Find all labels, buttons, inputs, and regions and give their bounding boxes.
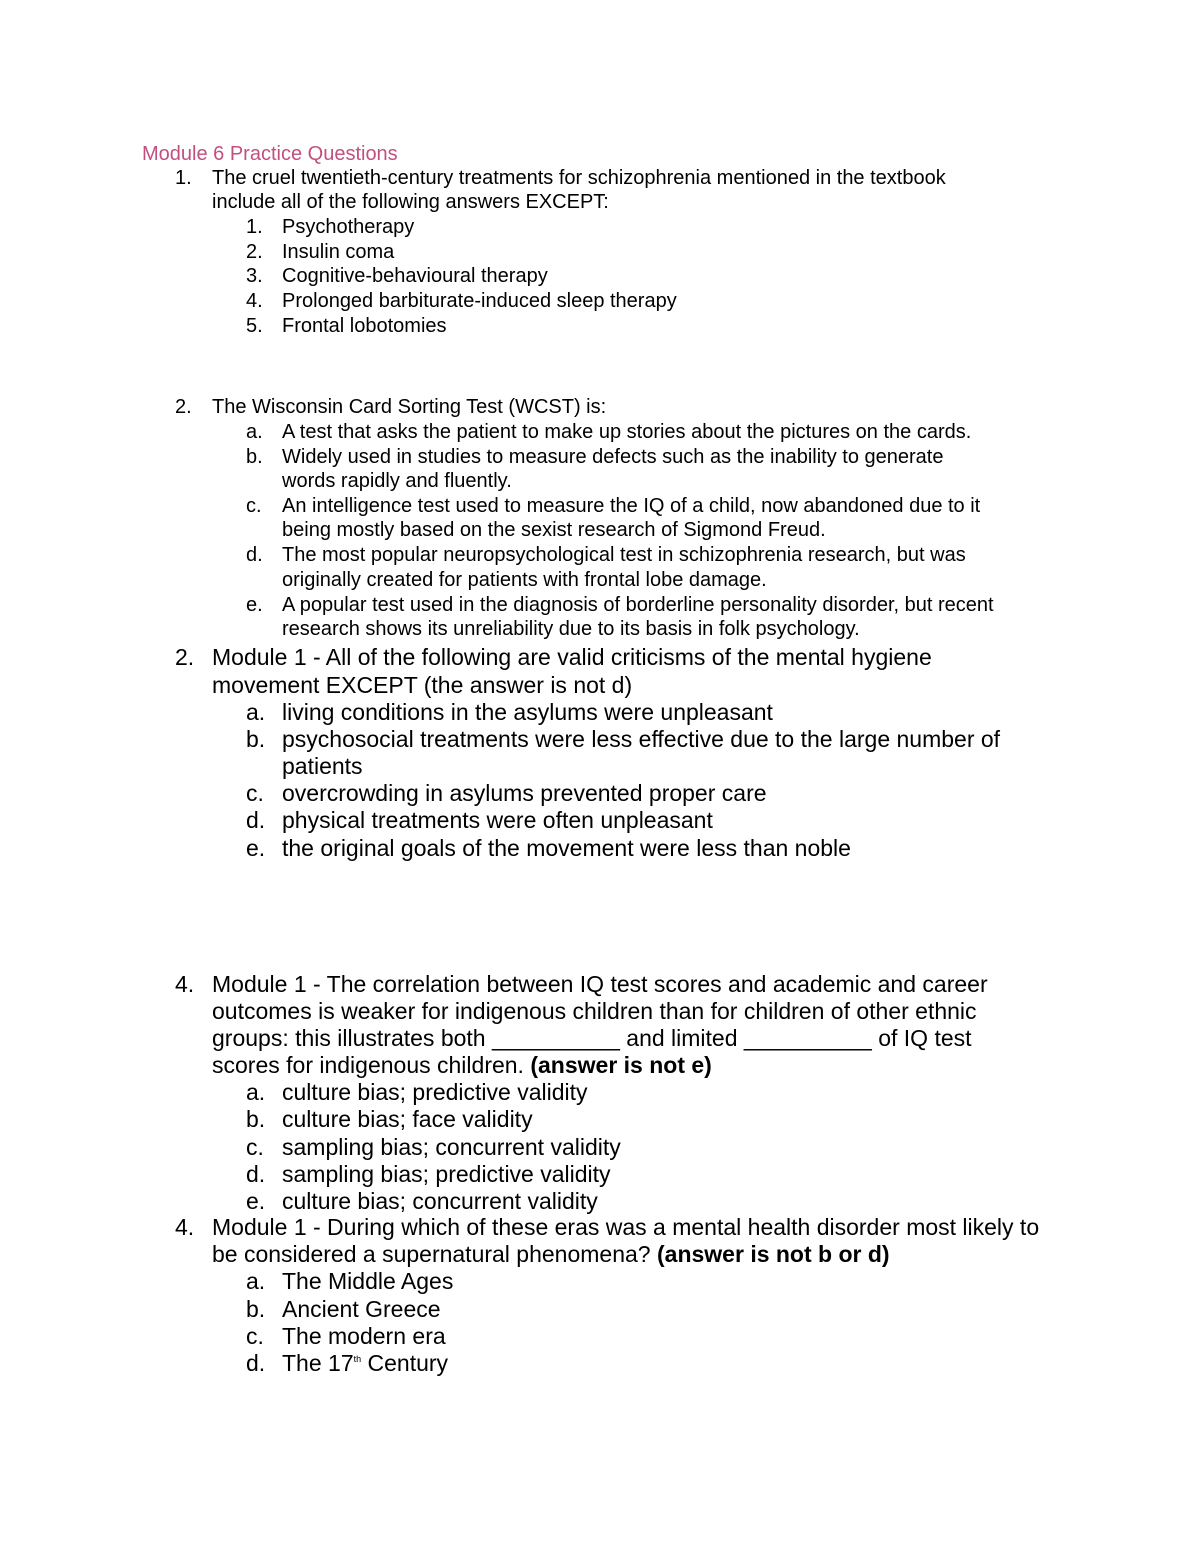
question-number: 4. [175, 1214, 195, 1240]
option-label: d. [246, 807, 266, 833]
option-label: c. [246, 495, 262, 517]
option-label: 2. [246, 241, 263, 263]
option-text: A test that asks the patient to make up stories about the pictures on the cards. [282, 421, 972, 443]
option-text: being mostly based on the sexist research of Sigmond Freud. [282, 519, 826, 541]
option-text: Cognitive-behavioural therapy [282, 265, 548, 287]
question-number: 1. [175, 167, 192, 189]
option-label: a. [246, 699, 266, 725]
option-label: e. [246, 594, 263, 616]
option-label: c. [246, 780, 264, 806]
question-text-line: Module 1 - All of the following are valid criticisms of the mental hygiene [212, 644, 932, 670]
option-text: Psychotherapy [282, 216, 415, 238]
question-text: scores for indigenous children. [212, 1052, 524, 1078]
option-label: e. [246, 835, 266, 861]
option-label: b. [246, 446, 263, 468]
option-label: d. [246, 1161, 266, 1187]
option-text: The modern era [282, 1323, 446, 1349]
option-label: a. [246, 1079, 266, 1105]
option-text: Widely used in studies to measure defects such as the inability to generate [282, 446, 944, 468]
question-text: be considered a supernatural phenomena? [212, 1241, 651, 1267]
option-text [282, 1350, 448, 1377]
option-text: living conditions in the asylums were unpleasant [282, 699, 773, 725]
option-text: patients [282, 753, 363, 779]
question-text-line: movement EXCEPT (the answer is not d) [212, 672, 633, 698]
option-text: culture bias; face validity [282, 1106, 533, 1132]
question-number: 4. [175, 971, 195, 997]
option-label: 3. [246, 265, 263, 287]
option-text: originally created for patients with frontal lobe damage. [282, 569, 767, 591]
option-text: sampling bias; predictive validity [282, 1161, 611, 1187]
option-label: b. [246, 1106, 266, 1132]
option-label: c. [246, 1323, 264, 1349]
option-text: culture bias; concurrent validity [282, 1188, 598, 1214]
option-text: The most popular neuropsychological test in schizophrenia research, but was [282, 544, 966, 566]
option-text: Prolonged barbiturate-induced sleep therapy [282, 290, 677, 312]
option-text: physical treatments were often unpleasant [282, 807, 713, 833]
option-text: Ancient Greece [282, 1296, 441, 1322]
question-text-line: The cruel twentieth-century treatments for schizophrenia mentioned in the textbook [212, 167, 946, 189]
option-label: a. [246, 421, 263, 443]
option-text: sampling bias; concurrent validity [282, 1134, 621, 1160]
page-title: Module 6 Practice Questions [142, 143, 398, 165]
option-text: the original goals of the movement were less than noble [282, 835, 851, 861]
option-text-part: The 17 [282, 1350, 354, 1376]
question-number: 2. [175, 644, 195, 670]
option-text: overcrowding in asylums prevented proper care [282, 780, 767, 806]
option-text: Insulin coma [282, 241, 395, 263]
option-text: research shows its unreliability due to its basis in folk psychology. [282, 618, 860, 640]
option-text: An intelligence test used to measure the IQ of a child, now abandoned due to it [282, 495, 981, 517]
answer-hint: (answer is not b or d) [657, 1241, 890, 1267]
option-text: Frontal lobotomies [282, 315, 447, 337]
option-label: b. [246, 726, 266, 752]
option-label: 4. [246, 290, 263, 312]
option-label: d. [246, 544, 263, 566]
question-text-line: The Wisconsin Card Sorting Test (WCST) is: [212, 396, 607, 418]
question-text-line: outcomes is weaker for indigenous children than for children of other ethnic [212, 998, 977, 1024]
answer-hint: (answer is not e) [530, 1052, 712, 1078]
option-text-part: Century [361, 1350, 449, 1376]
option-label: b. [246, 1296, 266, 1322]
option-text: A popular test used in the diagnosis of borderline personality disorder, but recent [282, 594, 994, 616]
option-text: psychosocial treatments were less effective due to the large number of [282, 726, 1001, 752]
question-text-line: include all of the following answers EXCEPT: [212, 191, 609, 213]
option-label: e. [246, 1188, 266, 1214]
option-text: words rapidly and fluently. [282, 470, 512, 492]
superscript: th [353, 1354, 362, 1364]
question-text-line [212, 1052, 712, 1079]
option-label: 1. [246, 216, 263, 238]
option-label: d. [246, 1350, 266, 1376]
option-label: 5. [246, 315, 263, 337]
question-text-line [212, 1241, 890, 1268]
question-text-line: Module 1 - During which of these eras was a mental health disorder most likely to [212, 1214, 1040, 1240]
option-label: c. [246, 1134, 264, 1160]
option-text: culture bias; predictive validity [282, 1079, 588, 1105]
option-label: a. [246, 1268, 266, 1294]
question-number: 2. [175, 396, 192, 418]
question-text-line: groups: this illustrates both __________ and limited __________ of IQ test [212, 1025, 972, 1051]
question-text-line: Module 1 - The correlation between IQ test scores and academic and career [212, 971, 988, 997]
option-text: The Middle Ages [282, 1268, 454, 1294]
